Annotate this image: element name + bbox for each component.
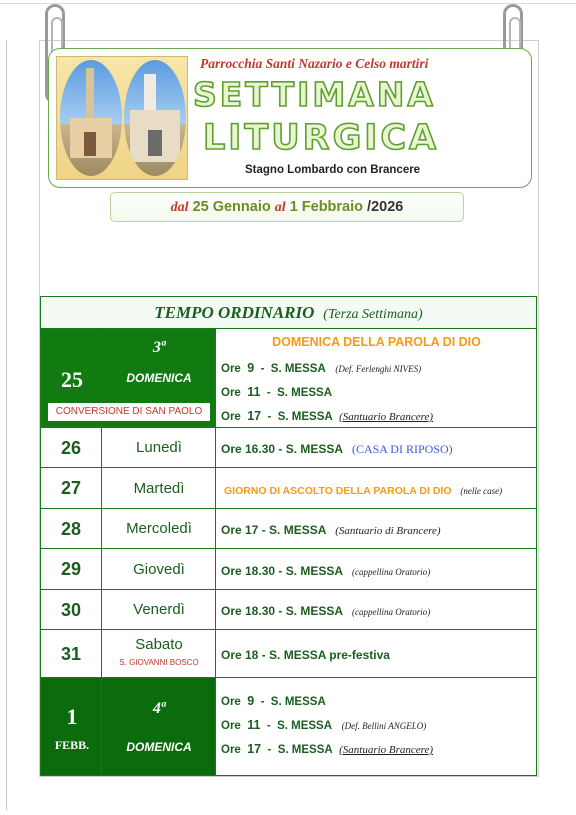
day-saint: S. GIOVANNI BOSCO [119, 658, 199, 667]
sep: - [266, 387, 271, 399]
sep: - [260, 696, 265, 708]
day-event-cell [216, 468, 537, 509]
mass-note [339, 744, 433, 756]
sunday1-week: 3ª [152, 339, 166, 356]
church-photo-right [124, 60, 186, 176]
day-event-text: Ore 17 - S. MESSA [221, 523, 327, 537]
ore-label: Ore [221, 696, 241, 708]
day-event-note: (cappellina Oratorio) [351, 566, 431, 577]
ore-label: Ore [221, 363, 241, 375]
day-number-cell [40, 428, 102, 468]
sunday2-mass-17 [221, 742, 433, 756]
period-title: TEMPO ORDINARIO [154, 303, 315, 322]
day-number-cell [40, 509, 102, 549]
mass-label: S. MESSA [270, 696, 326, 708]
mass-label: S. MESSA [277, 411, 333, 423]
day-event-line [221, 646, 390, 664]
sunday2-month: FEBB. [54, 738, 90, 752]
day-number: 30 [60, 600, 82, 620]
date-start: 25 Gennaio [192, 199, 271, 215]
day-name: Venerdì [133, 601, 185, 618]
sunday2-day-number: 1 [66, 704, 78, 729]
day-name-cell [102, 428, 216, 468]
day-event-cell [216, 549, 537, 590]
sunday2-events-cell [216, 678, 537, 776]
day-name-cell [102, 549, 216, 590]
day-name-cell [102, 468, 216, 509]
sunday1-heading: DOMENICA DELLA PAROLA DI DIO [272, 335, 481, 349]
title-settimana: SETTIMANA [193, 75, 436, 114]
day-name-cell [102, 509, 216, 549]
day-name-cell [102, 590, 216, 630]
day-event-note: (nelle case) [460, 485, 503, 496]
mass-label: S. MESSA [277, 720, 333, 732]
page-top-border [0, 3, 576, 4]
day-name: Martedì [133, 479, 185, 497]
sep: - [267, 411, 272, 423]
ore-label: Ore [221, 744, 241, 756]
mass-label: S. MESSA [277, 744, 333, 756]
sunday2-domenica: DOMENICA [126, 740, 192, 754]
sunday2-mass-9 [221, 694, 326, 708]
day-event-text: GIORNO DI ASCOLTO DELLA PAROLA DI DIO [224, 484, 452, 497]
sunday2-week: 4ª [152, 700, 166, 717]
day-event-cell [216, 509, 537, 549]
day-number-cell [40, 468, 102, 509]
day-name: Giovedì [133, 560, 185, 578]
day-event-note: (Santuario di Brancere) [335, 525, 441, 537]
ore-label: Ore [221, 720, 241, 732]
day-number: 26 [60, 438, 82, 458]
mass-note: (Def. Ferlenghi NIVES) [335, 364, 422, 374]
day-event-line [221, 440, 453, 458]
ore-label: Ore [221, 387, 241, 399]
sunday1-mass-11 [221, 385, 332, 399]
mass-time: 17 [247, 742, 262, 756]
day-name: Sabato [135, 636, 183, 653]
date-end: 1 Febbraio [289, 199, 364, 215]
mass-time: 17 [247, 409, 262, 423]
sunday1-feast: CONVERSIONE DI SAN PAOLO [48, 403, 210, 421]
sunday2-label-cell [102, 678, 216, 776]
parish-name: Parrocchia Santi Nazario e Celso martiri [200, 56, 429, 71]
page-left-border [6, 40, 7, 810]
mass-time: 9 [247, 361, 255, 375]
day-event-line [221, 521, 441, 539]
sunday1-day-number: 25 [61, 367, 83, 392]
day-number-cell [40, 630, 102, 678]
mass-note [339, 411, 433, 423]
date-dal: dal [170, 200, 189, 215]
mass-time: 9 [247, 694, 255, 708]
mass-note: (Def. Bellini ANGELO) [341, 721, 427, 731]
day-number: 27 [60, 478, 82, 498]
day-number: 28 [60, 519, 82, 539]
day-number-cell [40, 590, 102, 630]
day-event-note: (CASA DI RIPOSO) [351, 442, 453, 456]
mass-note-text: (Santuario Brancere) [339, 744, 434, 756]
mass-note-text: (Santuario Brancere) [339, 411, 434, 423]
day-name-cell [102, 630, 216, 678]
day-number: 31 [60, 644, 82, 664]
day-event-text: Ore 18 - S. MESSA pre-festiva [221, 648, 390, 662]
date-year: /2026 [367, 199, 404, 215]
day-event-line [221, 562, 430, 580]
sep: - [267, 744, 272, 756]
mass-time: 11 [247, 718, 261, 732]
mass-time: 11 [247, 385, 261, 399]
sunday1-mass-9 [221, 361, 421, 375]
day-event-line [224, 481, 502, 499]
schedule-table [40, 296, 537, 776]
sep: - [260, 363, 265, 375]
sunday1-events-cell [216, 329, 537, 428]
ore-label: Ore [221, 411, 241, 423]
sep: - [266, 720, 271, 732]
title-liturgica: LITURGICA [203, 118, 440, 158]
sunday1-mass-17 [221, 409, 433, 423]
table-header [40, 296, 537, 329]
subtitle: Stagno Lombardo con Brancere [245, 164, 421, 176]
day-event-text: Ore 16.30 - S. MESSA [221, 442, 344, 456]
period-note: (Terza Settimana) [323, 307, 423, 322]
mass-label: S. MESSA [277, 387, 333, 399]
day-event-cell [216, 630, 537, 678]
date-al: al [274, 200, 286, 215]
sunday2-date-cell [40, 678, 102, 776]
sunday2-mass-11 [221, 718, 426, 732]
day-name: Mercoledì [126, 520, 192, 537]
day-event-text: Ore 18.30 - S. MESSA [221, 563, 344, 578]
sunday1-domenica: DOMENICA [126, 371, 192, 385]
day-event-cell [216, 428, 537, 468]
day-event-cell [216, 590, 537, 630]
day-number-cell [40, 549, 102, 590]
day-name: Lunedì [136, 439, 182, 456]
day-number: 29 [60, 559, 82, 579]
day-event-text: Ore 18.30 - S. MESSA [221, 604, 344, 618]
mass-label: S. MESSA [270, 363, 326, 375]
day-event-line [221, 602, 430, 620]
day-event-note: (cappellina Oratorio) [351, 607, 431, 617]
church-photo-left [60, 60, 122, 176]
date-range [110, 192, 464, 222]
